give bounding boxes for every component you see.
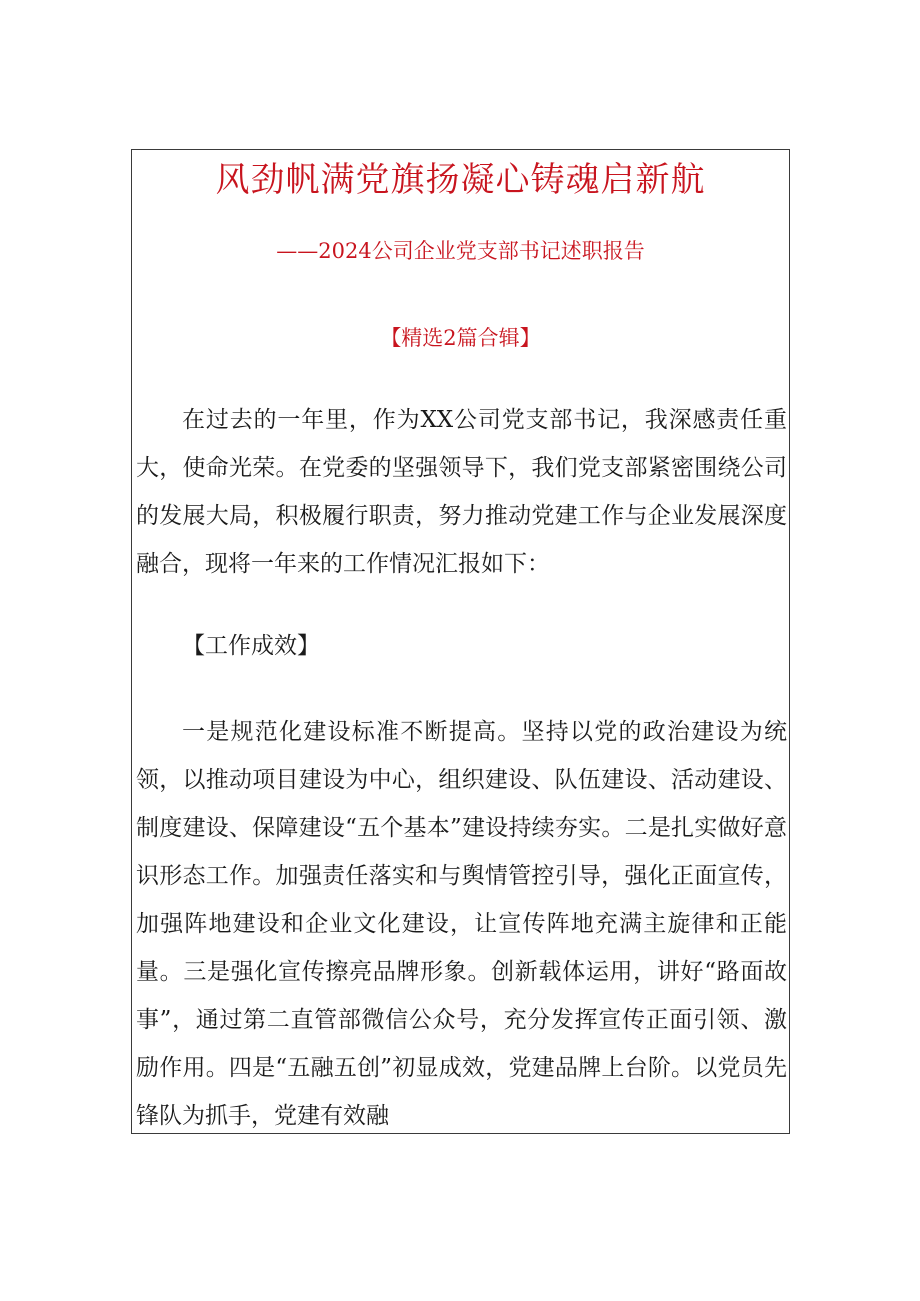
document-frame: [131, 149, 790, 1134]
results-paragraph: 一是规范化建设标准不断提高。坚持以党的政治建设为统领，以推动项目建设为中心，组织建设、队伍建设、活动建设、制度建设、保障建设“五个基本”建设持续夯实。二是扎实做好意识形态工作。加强责任落实和与舆情管控引导，强化正面宣传，加强阵地建设和企业文化建设，让宣传阵地充满主旋律和正能量。三是强化宣传擦亮品牌形象。创新载体运用，讲好“路面故事”，通过第二直管部微信公众号，充分发挥宣传正面引领、激励作用。四是“五融五创”初显成效，党建品牌上台阶。以党员先锋队为抓手，党建有效融: [136, 719, 787, 1129]
document-subtitle: ——2024公司企业党支部书记述职报告: [276, 239, 645, 263]
section-heading-results: 【工作成效】: [182, 633, 320, 659]
intro-paragraph: 在过去的一年里，作为XX公司党支部书记，我深感责任重大，使命光荣。在党委的坚强领导下，我们党支部紧密围绕公司的发展大局，积极履行职责，努力推动党建工作与企业发展深度融合，现将一年来的工作情况汇报如下：: [136, 407, 787, 577]
compilation-badge: 【精选2篇合辑】: [380, 326, 541, 350]
document-title: 风劲帆满党旗扬凝心铸魂启新航: [215, 160, 706, 200]
